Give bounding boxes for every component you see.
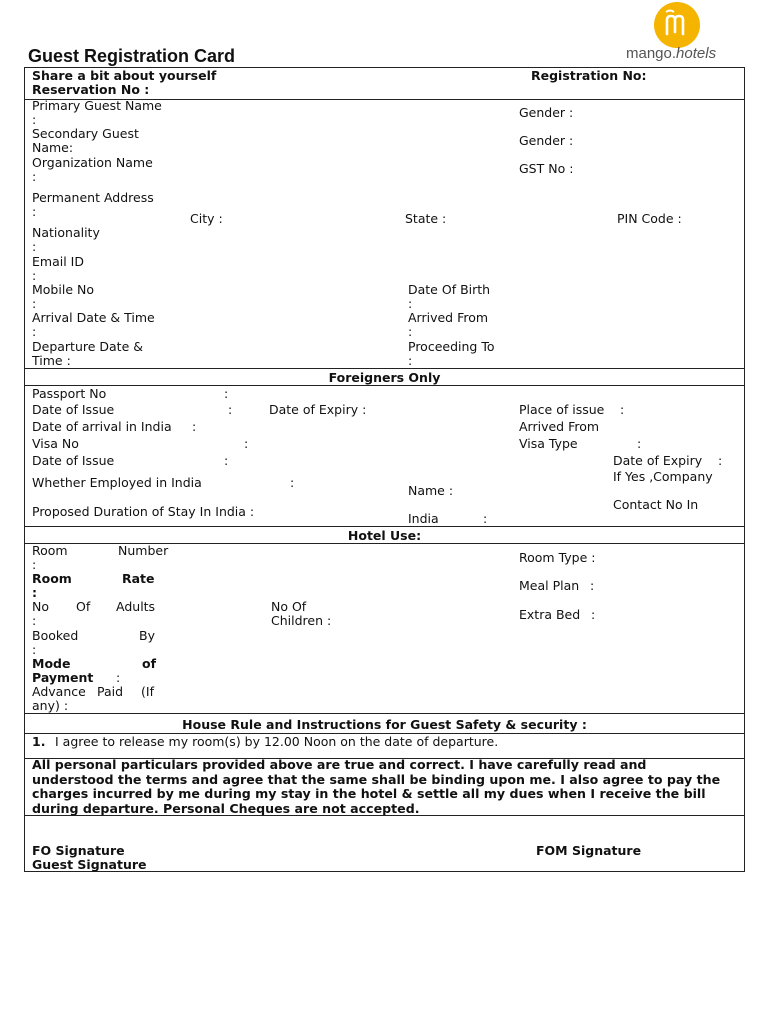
booked-by-label-2: By [139,628,155,643]
city-label: City : [190,211,223,226]
arrival-date-time-label: Arrival Date & Time [32,310,155,325]
meal-plan-colon: : [590,578,595,593]
contact-no-label: Contact No In [613,497,699,512]
no-of-adults-label-3: Adults [116,599,156,614]
divider [24,385,745,386]
organization-name-label: Organization Name [32,155,153,170]
reservation-no-label: Reservation No : [32,82,150,97]
email-id-colon: : [32,268,37,283]
room-number-colon: : [32,557,37,572]
arrived-from-colon: : [408,324,413,339]
gender-label-2: Gender : [519,133,574,148]
house-rules-heading: House Rule and Instructions for Guest Safety & security : [182,717,587,732]
arrived-from-label-2: Arrived From [519,419,600,434]
no-of-adults-label: No [32,599,49,614]
proceeding-to-colon: : [408,353,413,368]
visa-no-colon: : [244,436,249,451]
visa-type-colon: : [637,436,642,451]
place-of-issue-colon: : [620,402,625,417]
permanent-address-colon: : [32,204,37,219]
company-name-label: Name : [408,483,454,498]
rule-text: I agree to release my room(s) by 12.00 Noon on the date of departure. [55,734,499,749]
hotel-use-heading: Hotel Use: [347,528,422,543]
booked-by-label: Booked [32,628,79,643]
room-rate-label-2: Rate [122,571,155,586]
mode-of-payment-colon: : [116,670,121,685]
visa-no-label: Visa No [32,436,79,451]
if-yes-company-label: If Yes ,Company [613,469,713,484]
guest-signature-label: Guest Signature [32,857,147,872]
departure-date-time-label: Departure Date & [32,339,143,354]
brand-logo [626,0,736,64]
secondary-guest-name-label-2: Name: [32,140,74,155]
arrival-date-time-colon: : [32,324,37,339]
arrived-from-label: Arrived From [408,310,489,325]
primary-guest-name-colon: : [32,112,37,127]
advance-paid-label-3: (If [141,684,154,699]
proposed-duration-label: Proposed Duration of Stay In India : [32,504,255,519]
mango-logo-icon [654,2,700,48]
date-of-arrival-colon: : [192,419,197,434]
share-heading: Share a bit about yourself [32,68,217,83]
room-rate-label: Room [32,571,72,586]
date-of-issue-label: Date of Issue [32,402,115,417]
room-number-label-2: Number [118,543,169,558]
meal-plan-label: Meal Plan [519,578,580,593]
mode-of-payment-label: Mode [32,656,71,671]
registration-no-label: Registration No: [531,68,647,83]
state-label: State : [405,211,447,226]
no-of-children-label-2: Children : [271,613,332,628]
india-label: India [408,511,439,526]
nationality-label: Nationality [32,225,100,240]
room-rate-colon: : [32,585,37,600]
employed-in-india-label: Whether Employed in India [32,475,202,490]
passport-no-label: Passport No [32,386,107,401]
employed-in-india-colon: : [290,475,295,490]
no-of-adults-colon: : [32,613,37,628]
gst-no-label: GST No : [519,161,574,176]
date-of-expiry-colon-2: : [718,453,723,468]
departure-date-time-label-2: Time : [32,353,71,368]
primary-guest-name-label: Primary Guest Name [32,98,162,113]
place-of-issue-label: Place of issue [519,402,605,417]
rule-number: 1. [32,734,46,749]
fo-signature-label: FO Signature [32,843,125,858]
visa-type-label: Visa Type [519,436,578,451]
date-of-issue-colon: : [228,402,233,417]
permanent-address-label: Permanent Address [32,190,154,205]
advance-paid-label-4: any) : [32,698,69,713]
passport-no-colon: : [224,386,229,401]
brand-name: mango.hotels [626,45,717,62]
advance-paid-label: Advance [32,684,86,699]
booked-by-colon: : [32,642,37,657]
extra-bed-colon: : [591,607,596,622]
date-of-expiry-label-2: Date of Expiry [613,453,703,468]
date-of-birth-colon: : [408,296,413,311]
mode-of-payment-label-3: Payment [32,670,94,685]
date-of-expiry-label: Date of Expiry : [269,402,367,417]
foreigners-heading: Foreigners Only [328,370,441,385]
date-of-birth-label: Date Of Birth [408,282,491,297]
email-id-label: Email ID [32,254,84,269]
mode-of-payment-label-2: of [142,656,157,671]
room-number-label: Room [32,543,68,558]
no-of-children-label: No Of [271,599,307,614]
organization-name-colon: : [32,169,37,184]
extra-bed-label: Extra Bed [519,607,581,622]
date-of-arrival-label: Date of arrival in India [32,419,172,434]
date-of-issue-colon-2: : [224,453,229,468]
declaration-text: All personal particulars provided above are true and correct. I have carefully read and understood the terms and agree that the same shall be binding upon me. I also agree to pay the charges incurred by me during my stay in the hotel & settle all my dues when I receive the bill during departure. Personal Cheques are not accepted. [32,757,721,816]
page-title: Guest Registration Card [28,46,236,66]
secondary-guest-name-label: Secondary Guest [32,126,139,141]
mobile-no-label: Mobile No [32,282,94,297]
proceeding-to-label: Proceeding To [408,339,495,354]
room-type-label: Room Type : [519,550,596,565]
gender-label: Gender : [519,105,574,120]
pin-code-label: PIN Code : [617,211,682,226]
no-of-adults-label-2: Of [76,599,91,614]
advance-paid-label-2: Paid [97,684,124,699]
mobile-no-colon: : [32,296,37,311]
nationality-colon: : [32,239,37,254]
fom-signature-label: FOM Signature [536,843,642,858]
date-of-issue-label-2: Date of Issue [32,453,115,468]
india-colon: : [483,511,488,526]
